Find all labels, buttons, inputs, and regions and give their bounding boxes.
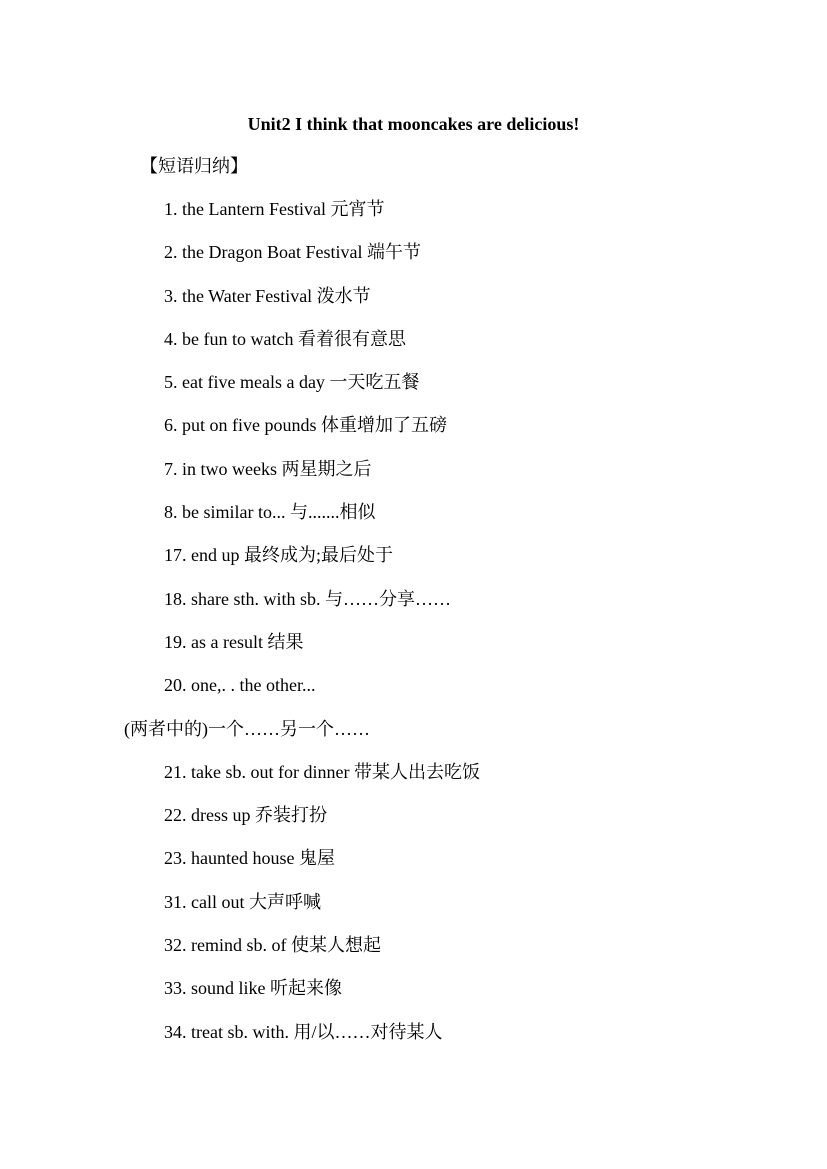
phrase-item: 20. one,. . the other... [164, 675, 316, 696]
phrase-item: 17. end up 最终成为;最后处于 [164, 545, 393, 566]
phrase-item: 33. sound like 听起来像 [164, 978, 342, 999]
phrase-item: 3. the Water Festival 泼水节 [164, 285, 371, 306]
phrase-item: 22. dress up 乔装打扮 [164, 805, 327, 826]
phrase-item: 23. haunted house 鬼屋 [164, 848, 335, 869]
section-heading: 【短语归纳】 [140, 156, 248, 176]
phrase-item: 18. share sth. with sb. 与……分享…… [164, 588, 451, 609]
phrase-item: 31. call out 大声呼喊 [164, 891, 321, 912]
phrase-item: 2. the Dragon Boat Festival 端午节 [164, 242, 421, 263]
document-title: Unit2 I think that mooncakes are delicious! [247, 114, 580, 134]
phrase-item: 4. be fun to watch 看着很有意思 [164, 328, 406, 349]
phrase-item: 8. be similar to... 与.......相似 [164, 502, 376, 523]
phrase-item: 7. in two weeks 两星期之后 [164, 458, 372, 479]
phrase-item-continuation: (两者中的)一个……另一个…… [124, 718, 370, 739]
phrase-item: 34. treat sb. with. 用/以……对待某人 [164, 1021, 443, 1042]
phrase-item: 21. take sb. out for dinner 带某人出去吃饭 [164, 761, 480, 782]
phrase-list [0, 197, 827, 1063]
phrase-item: 6. put on five pounds 体重增加了五磅 [164, 415, 447, 436]
phrase-item: 32. remind sb. of 使某人想起 [164, 935, 381, 956]
phrase-item: 1. the Lantern Festival 元宵节 [164, 199, 385, 219]
phrase-item: 5. eat five meals a day 一天吃五餐 [164, 372, 420, 393]
phrase-item: 19. as a result 结果 [164, 631, 304, 652]
